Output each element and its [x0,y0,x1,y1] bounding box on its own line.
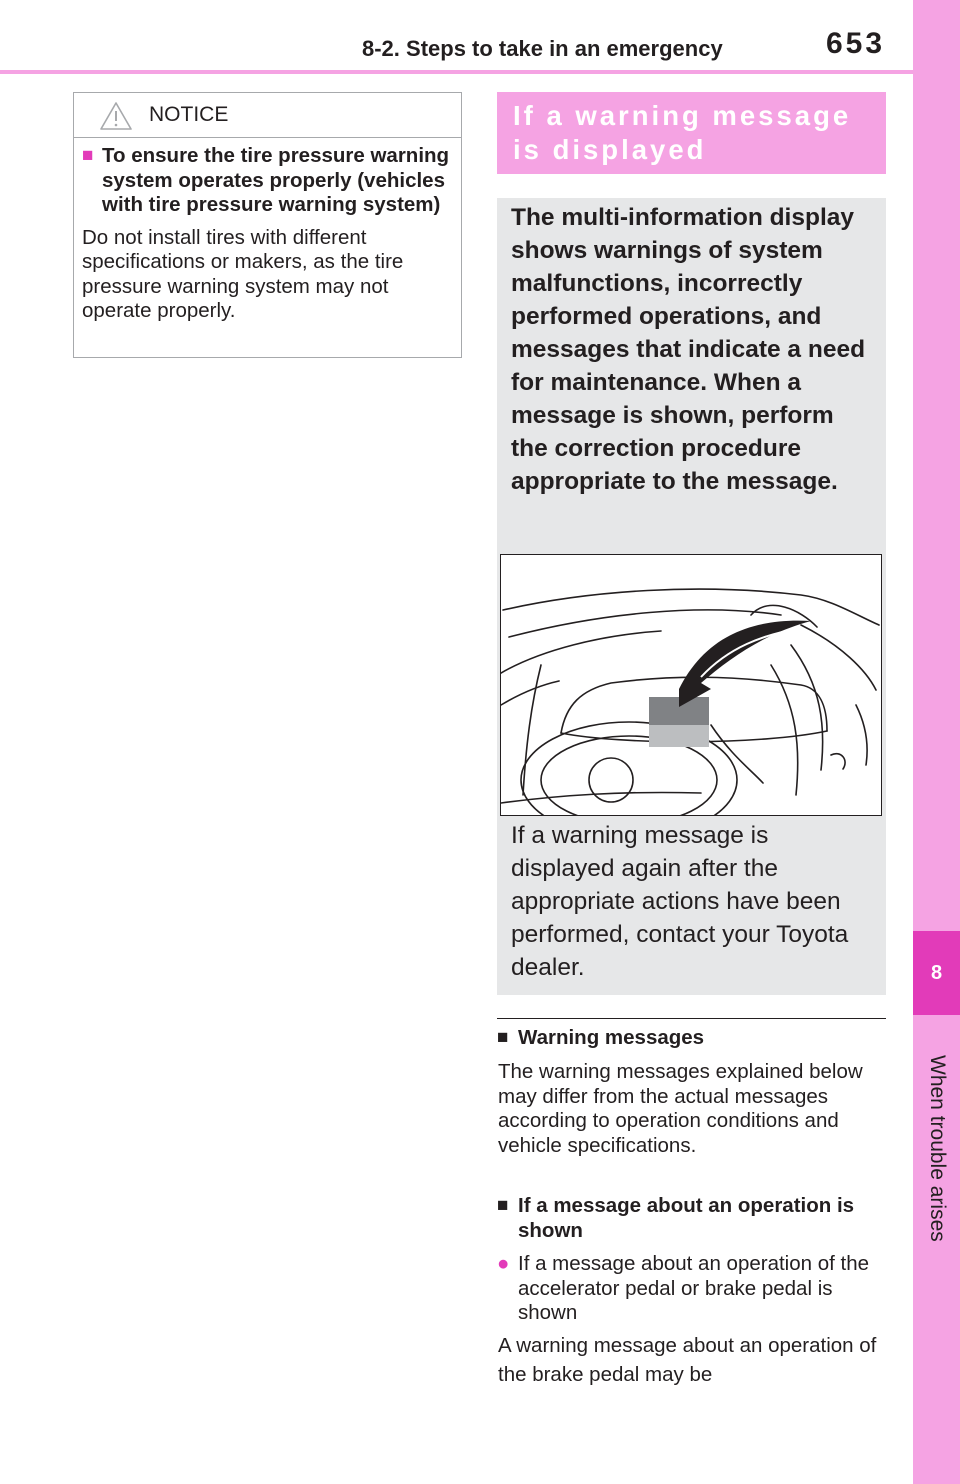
square-bullet-icon: ■ [497,1195,509,1216]
chapter-number: 8 [930,961,943,984]
square-bullet-icon: ■ [497,1027,509,1048]
dashboard-illustration [500,554,882,816]
header-section-title: 8-2. Steps to take in an emergency [362,36,723,61]
header-divider [0,70,913,74]
intro-text: The multi-information display shows warnings of system malfunctions, incorrectly performed operations, and messages that indicate a need for maintenance. When a message is shown, perform the correction procedure appropriate to the message. [511,204,866,495]
notice-header [74,93,461,138]
operation-bullet-text: If a message about an operation of the accelerator pedal or brake pedal is shown [518,1252,870,1324]
page-number: 653 [826,27,886,60]
notice-heading [82,144,451,218]
operation-message-text: A warning message about an operation of the brake pedal may be [498,1334,877,1386]
section-divider [497,1018,886,1019]
warning-messages-heading-text: Warning messages [518,1026,705,1049]
followup-text: If a warning message is displayed again after the appropriate actions have been performed, contact your Toyota dealer. [511,822,849,981]
notice-text: Do not install tires with different specifications or makers, as the tire pressure warning system may not operate properly. [82,225,404,322]
info-panel [497,198,886,995]
notice-body [74,138,461,324]
square-bullet-icon: ■ [82,145,94,166]
operation-bullet [497,1252,892,1326]
operation-message-heading-text: If a message about an operation is shown [518,1194,855,1242]
round-bullet-icon: ● [497,1252,510,1275]
dashboard-drawing [501,555,881,815]
section-banner: If a warning message is displayed [497,92,886,174]
warning-messages-heading [497,1026,892,1051]
chapter-number-tab[interactable] [913,931,960,1015]
warning-messages-text: The warning messages explained below may differ from the actual messages according to operation conditions and vehicle specifications. [498,1060,863,1157]
operation-message-heading [497,1194,892,1243]
warning-triangle-icon [99,101,133,131]
notice-heading-text: To ensure the tire pressure warning system operates properly (vehicles with tire pressure warning system) [102,144,450,216]
notice-box [73,92,462,358]
chapter-name-tab [914,1028,960,1268]
chapter-name: When trouble arises [926,1054,949,1242]
notice-title: NOTICE [149,103,229,126]
